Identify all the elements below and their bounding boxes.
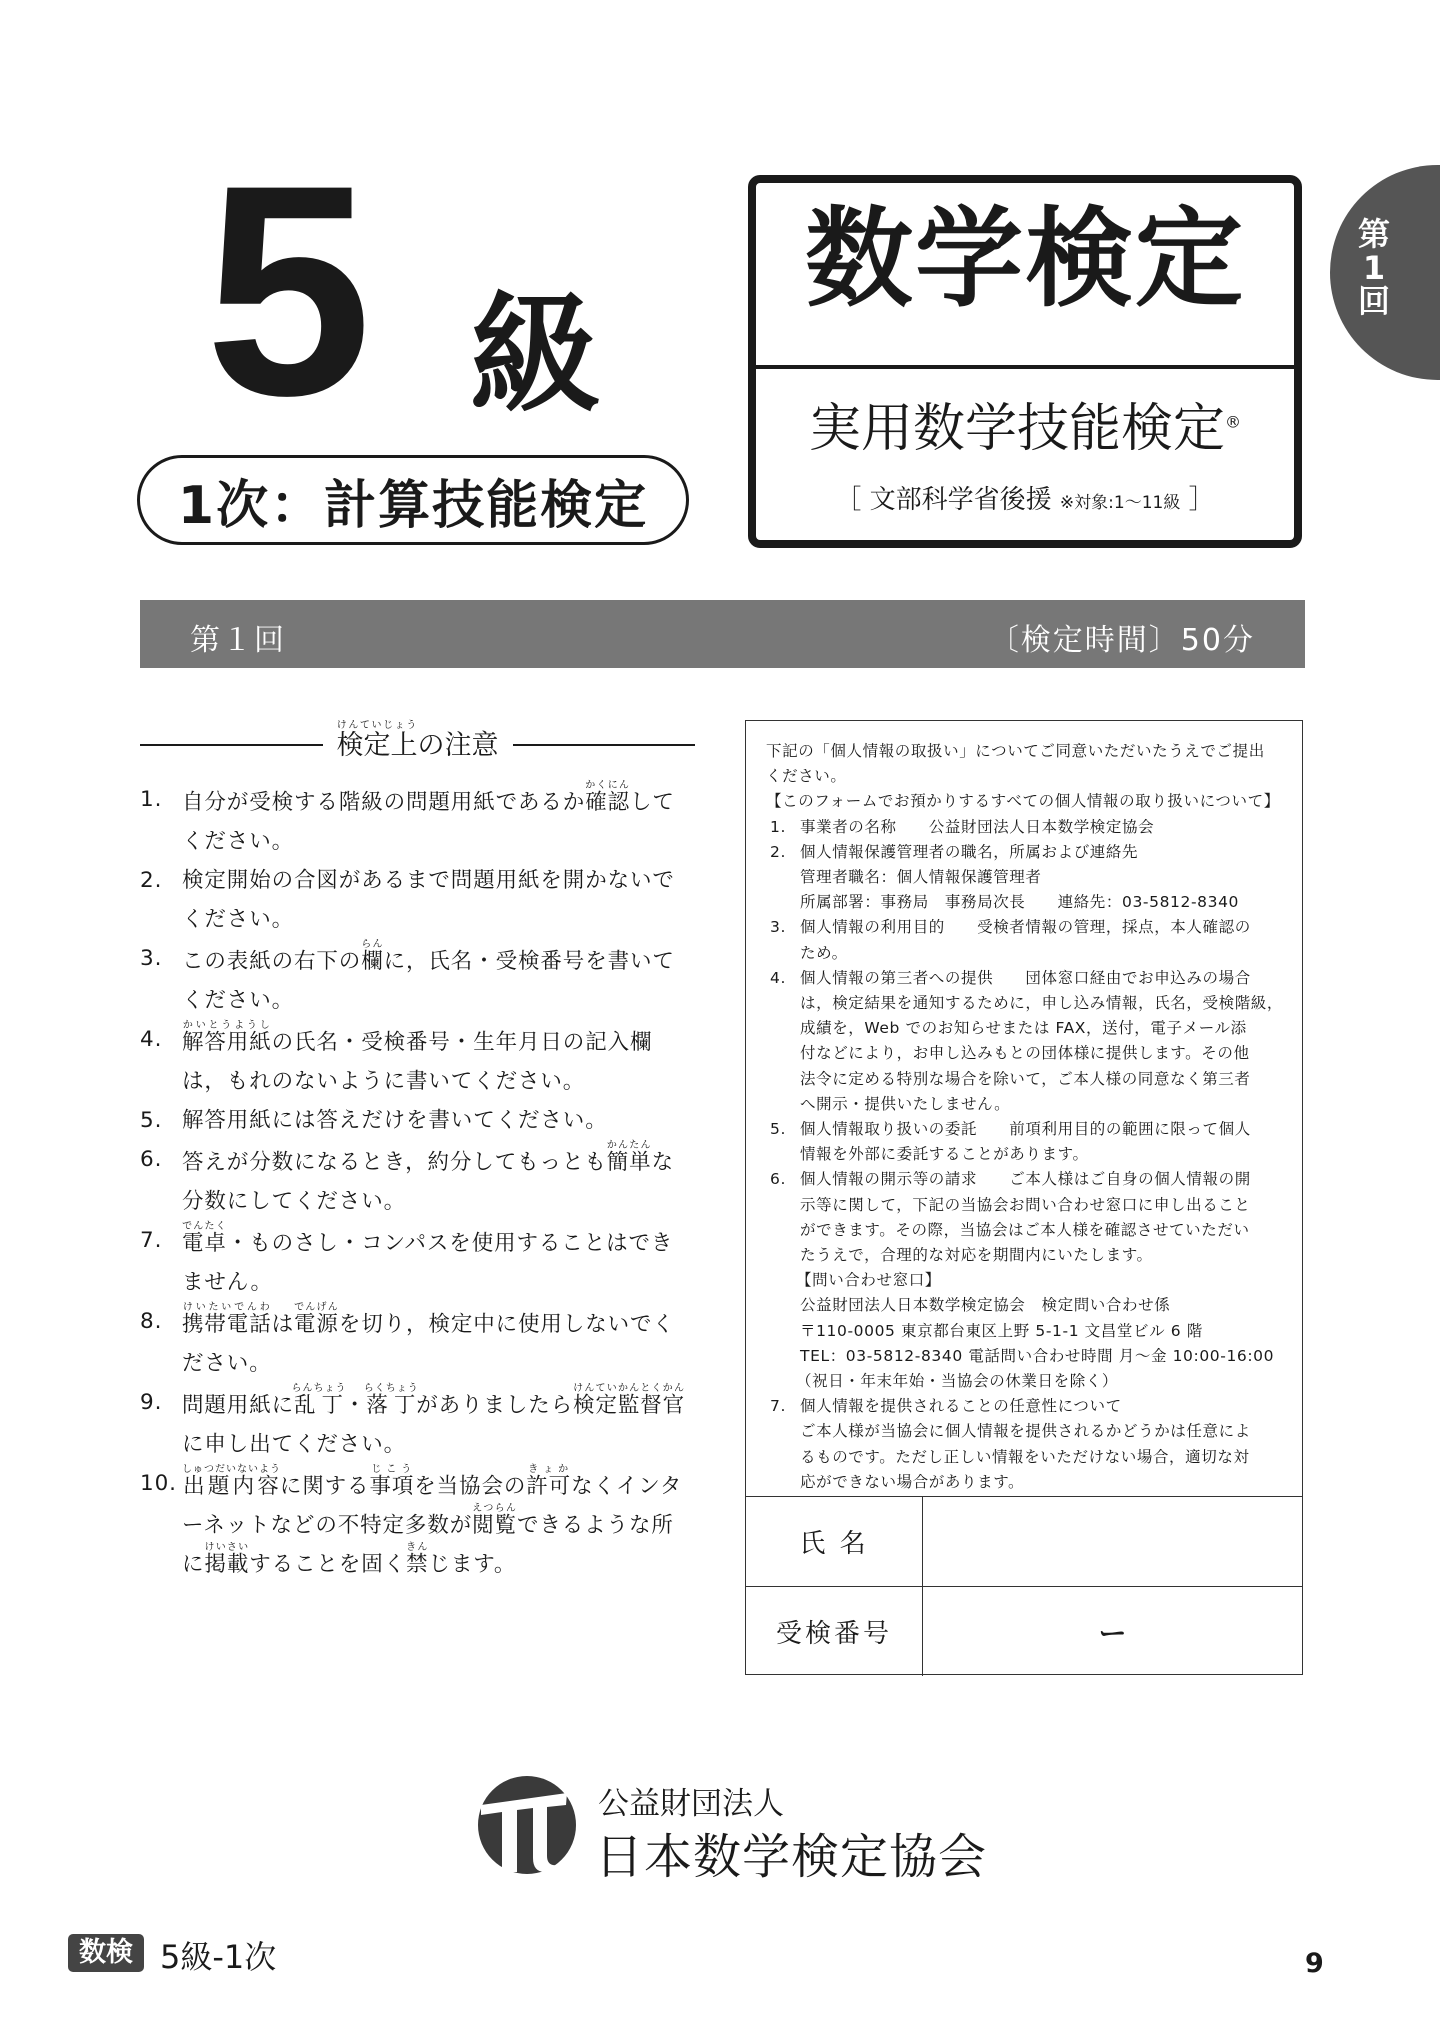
privacy-line: へ開示・提供いたしません。 (800, 1094, 1011, 1113)
furigana: でんげん (294, 1302, 339, 1313)
text-segment: できるような所に (182, 1513, 674, 1577)
note-number: 6. (140, 1147, 163, 1172)
furigana: でんたく (182, 1221, 227, 1232)
privacy-line: （祝日・年末年始・当協会の休業日を除く） (796, 1372, 1119, 1391)
furigana: かんたん (606, 1140, 652, 1151)
support-line (756, 479, 1294, 516)
logo-text-association: 日本数学検定協会 (595, 1829, 988, 1885)
note-text (182, 1383, 695, 1464)
text-segment: な分数にしてください。 (182, 1150, 674, 1214)
ruby-base: 許可 (526, 1474, 572, 1499)
privacy-item-number: 2. (770, 842, 786, 861)
ruby-base: 出題内容 (182, 1474, 281, 1499)
privacy-line: は，検定結果を通知するために，申し込み情報，氏名，受検階級， (800, 994, 1284, 1013)
note-text (182, 1140, 695, 1221)
text-segment: 答えが分数になるとき，約分してもっとも (182, 1150, 607, 1175)
exam-id-label: 受検番号 (746, 1587, 923, 1676)
title-box (748, 175, 1302, 548)
exam-time-label: 〔検定時間〕50分 (988, 623, 1255, 658)
privacy-item-number: 4. (770, 968, 786, 987)
ruby-base: 禁 (406, 1552, 429, 1577)
text-segment: この表紙の右下の (182, 949, 362, 974)
ruby-base: 検定上 (336, 730, 418, 761)
note-item (140, 1140, 695, 1221)
privacy-line: 【このフォームでお預かりするすべての個人情報の取り扱いについて】 (766, 792, 1280, 811)
ruby-base: 電卓 (182, 1231, 227, 1256)
exam-type-pill: 1次：計算技能検定 (137, 455, 689, 545)
page-number: 9 (1305, 1948, 1324, 1979)
privacy-item-number: 7. (770, 1397, 786, 1416)
privacy-line: 付などにより，お申し込みもとの団体様に提供します。その他 (800, 1044, 1250, 1063)
note-number: 10. (140, 1471, 177, 1496)
logo-text-foundation: 公益財団法人 (598, 1786, 784, 1822)
session-bar (140, 600, 1305, 668)
privacy-line: 管理者職名：個人情報保護管理者 (800, 868, 1042, 887)
text-segment: 自分が受検する階級の問題用紙であるか (182, 790, 586, 815)
exam-id-field[interactable]: ー (1098, 1616, 1127, 1650)
furigana: じこう (369, 1464, 415, 1475)
privacy-line: 所属部署：事務局 事務局次長 連絡先：03-5812-8340 (800, 893, 1240, 912)
text-segment: の氏名・受検番号・生年月日の記入欄は，もれのないように書いてください。 (182, 1030, 653, 1094)
note-number: 7. (140, 1228, 163, 1253)
privacy-line: ください。 (766, 767, 847, 786)
note-item (140, 780, 695, 861)
ruby-base: 解答用紙 (182, 1030, 272, 1055)
support-close: ］ (1188, 485, 1215, 515)
applicant-table (746, 1496, 1302, 1676)
furigana: しゅつだいないよう (182, 1464, 281, 1475)
text-segment: じます。 (428, 1552, 517, 1577)
text-segment: 問題用紙に (182, 1393, 295, 1418)
furigana: さい (226, 1542, 250, 1553)
footer-label: 5級-1次 (160, 1938, 277, 1976)
note-text (182, 1464, 695, 1584)
ruby-base: 掲 (204, 1552, 227, 1577)
ruby-word (361, 939, 384, 974)
privacy-line: たうえで，合理的な対応を期間内にいたします。 (800, 1246, 1153, 1265)
text-segment: を当協会の (414, 1474, 527, 1499)
privacy-item (766, 966, 1288, 991)
notes-heading (337, 720, 499, 762)
ruby-base: 事項 (369, 1474, 415, 1499)
furigana: らんちょう (291, 1383, 347, 1394)
privacy-line: TEL：03-5812-8340 電話問い合わせ時間 月～金 10:00-16:00 (800, 1346, 1275, 1365)
note-text (182, 780, 695, 861)
text-segment: してください。 (182, 790, 675, 854)
note-item (140, 1383, 695, 1464)
note-item (140, 861, 695, 939)
privacy-line: 〒110-0005 東京都台東区上野 5-1-1 文昌堂ビル 6 階 (800, 1321, 1203, 1340)
note-number: 5. (140, 1108, 163, 1133)
ruby-word (294, 1302, 339, 1337)
ruby-base: 欄 (361, 949, 384, 974)
support-text: ［ 文部科学省後援 (835, 485, 1052, 515)
ruby-word (182, 1464, 281, 1499)
note-number: 1. (140, 787, 163, 812)
name-field[interactable] (923, 1497, 1302, 1586)
note-number: 9. (140, 1390, 163, 1415)
note-text (182, 861, 695, 939)
note-text (182, 939, 695, 1020)
privacy-item-number: 6. (770, 1170, 786, 1189)
furigana: かくにん (585, 780, 630, 791)
note-number: 8. (140, 1309, 163, 1334)
privacy-item (766, 840, 1288, 865)
note-text (182, 1020, 695, 1101)
title-sub (756, 401, 1294, 458)
ruby-word (226, 1542, 250, 1577)
ruby-base: 検定監督官 (573, 1393, 686, 1418)
note-number: 4. (140, 1027, 163, 1052)
ruby-base: 落丁 (363, 1393, 419, 1418)
privacy-line: 応ができない場合があります。 (800, 1472, 1025, 1491)
ruby-base: 携帯電話 (182, 1312, 272, 1337)
note-item (140, 939, 695, 1020)
notes-heading-row (140, 712, 695, 762)
furigana: かいとうようし (182, 1020, 272, 1031)
grade-number: 5 (205, 122, 366, 458)
ruby-word (204, 1542, 227, 1577)
privacy-item-number: 1. (770, 817, 786, 836)
exam-notes (140, 712, 695, 1584)
exam-id-row (746, 1587, 1302, 1676)
note-text (182, 1221, 695, 1302)
ruby-word (472, 1503, 517, 1538)
privacy-line: 法令に定める特別な場合を除いて，ご本人様の同意なく第三者 (800, 1069, 1251, 1088)
furigana: らくちょう (363, 1383, 419, 1394)
privacy-line: 【問い合わせ窓口】 (796, 1271, 941, 1290)
text-segment: を切り，検定中に使用しないでください。 (182, 1312, 675, 1376)
grade-suffix: 級 (470, 279, 601, 431)
text-segment: に関する (279, 1474, 370, 1499)
privacy-item-text: 事業者の名称 公益財団法人日本数学検定協会 (800, 817, 1155, 836)
name-label: 氏 名 (746, 1497, 923, 1586)
privacy-line: 情報を外部に委託することがあります。 (800, 1145, 1089, 1164)
support-note: ※対象:1～11級 (1059, 493, 1181, 513)
privacy-item (766, 1394, 1288, 1419)
text-segment: 解答用紙には答えだけを書いてください。 (182, 1108, 608, 1133)
title-divider (756, 365, 1294, 369)
ruby-base: 閲覧 (472, 1513, 517, 1538)
privacy-line: 成績を，Web でのお知らせまたは FAX，送付，電子メール添 (800, 1019, 1247, 1038)
privacy-text (766, 739, 1288, 1495)
privacy-line: るものです。ただし正しい情報をいただけない場合，適切な対 (800, 1447, 1250, 1466)
privacy-item-text: 個人情報の利用目的 受検者情報の管理，採点，本人確認の (800, 918, 1251, 937)
privacy-item (766, 815, 1288, 840)
privacy-item (766, 1167, 1288, 1192)
privacy-line: ご本人様が当協会に個人情報を提供されるかどうかは任意によ (800, 1422, 1251, 1441)
furigana: けい (204, 1542, 227, 1553)
privacy-item (766, 1117, 1288, 1142)
title-main: 数学検定 (804, 197, 1245, 322)
ruby-word (182, 1302, 272, 1337)
ruby-word (526, 1464, 572, 1499)
privacy-line: ため。 (800, 943, 848, 962)
privacy-item-text: 個人情報を提供されることの任意性について (800, 1397, 1122, 1416)
ruby-word (363, 1383, 419, 1418)
note-item (140, 1221, 695, 1302)
ruby-word (606, 1140, 652, 1175)
text-segment: がありましたら (416, 1393, 574, 1418)
privacy-item-text: 個人情報取り扱いの委託 前項利用目的の範囲に限って個人 (800, 1120, 1251, 1139)
registered-mark: ® (1225, 412, 1241, 432)
privacy-line: 下記の「個人情報の取扱い」についてご同意いただいたうえでご提出 (766, 742, 1265, 760)
note-number: 2. (140, 868, 163, 893)
footer-badge: 数検 (68, 1934, 144, 1972)
note-number: 3. (140, 946, 163, 971)
furigana: けんていかんとくかん (573, 1383, 686, 1394)
note-item (140, 1020, 695, 1101)
text-segment: することを固く (249, 1552, 407, 1577)
note-item (140, 1101, 695, 1140)
text-segment: ・ものさし・コンパスを使用することはできません。 (182, 1231, 674, 1295)
ruby-word (585, 780, 631, 815)
note-text (182, 1101, 695, 1140)
text-segment: の注意 (417, 730, 499, 761)
furigana: きん (406, 1542, 429, 1553)
heading-rule-left (140, 744, 323, 746)
association-logo-icon (475, 1768, 585, 1878)
ruby-word (182, 1020, 272, 1055)
text-segment: に申し出てください。 (182, 1432, 407, 1457)
privacy-item-text: 個人情報の第三者への提供 団体窓口経由でお申込みの場合 (800, 968, 1251, 987)
privacy-line: ができます。その際，当協会はご本人様を確認させていただい (800, 1220, 1250, 1239)
furigana: えつらん (472, 1503, 517, 1514)
note-item (140, 1464, 695, 1584)
ruby-base: 乱丁 (291, 1393, 347, 1418)
ruby-word (291, 1383, 347, 1418)
heading-rule-right (513, 744, 696, 746)
text-segment: は (271, 1312, 295, 1337)
furigana: らん (361, 939, 384, 950)
title-sub-text: 実用数学技能検定 (808, 399, 1225, 459)
privacy-box (745, 720, 1303, 1675)
ruby-base: 簡単 (606, 1150, 652, 1175)
furigana: きょか (526, 1464, 572, 1475)
name-row (746, 1497, 1302, 1587)
furigana: けんていじょう (336, 720, 418, 731)
text-segment: なくインターネットなどの不特定多数が (182, 1474, 683, 1538)
ruby-word (182, 1221, 227, 1256)
ruby-base: 載 (226, 1552, 250, 1577)
privacy-line: 公益財団法人日本数学検定協会 検定問い合わせ係 (800, 1296, 1171, 1315)
note-text (182, 1302, 695, 1383)
ruby-word (573, 1383, 686, 1418)
ruby-word (406, 1542, 429, 1577)
text-segment: に，氏名・受検番号を書いてください。 (182, 949, 675, 1013)
privacy-item-text: 個人情報の開示等の請求 ご本人様はご自身の個人情報の開 (800, 1170, 1251, 1189)
ruby-base: 電源 (294, 1312, 339, 1337)
furigana: けいたいでんわ (182, 1302, 272, 1313)
ruby-base: 確認 (585, 790, 631, 815)
session-side-tab-label: 第1回 (1357, 215, 1390, 321)
notes-list (140, 780, 695, 1584)
privacy-line: 示等に関して，下記の当協会お問い合わせ窓口に申し出ること (800, 1195, 1251, 1214)
privacy-item-number: 3. (770, 918, 786, 937)
privacy-item-text: 個人情報保護管理者の職名，所属および連絡先 (800, 842, 1139, 861)
privacy-item (766, 915, 1288, 940)
text-segment: 検定開始の合図があるまで問題用紙を開かないでください。 (182, 868, 675, 932)
ruby-word (369, 1464, 415, 1499)
privacy-item-number: 5. (770, 1120, 786, 1139)
note-item (140, 1302, 695, 1383)
ruby-word (336, 720, 418, 761)
text-segment: ・ (343, 1393, 367, 1418)
session-label: 第１回 (190, 623, 286, 658)
